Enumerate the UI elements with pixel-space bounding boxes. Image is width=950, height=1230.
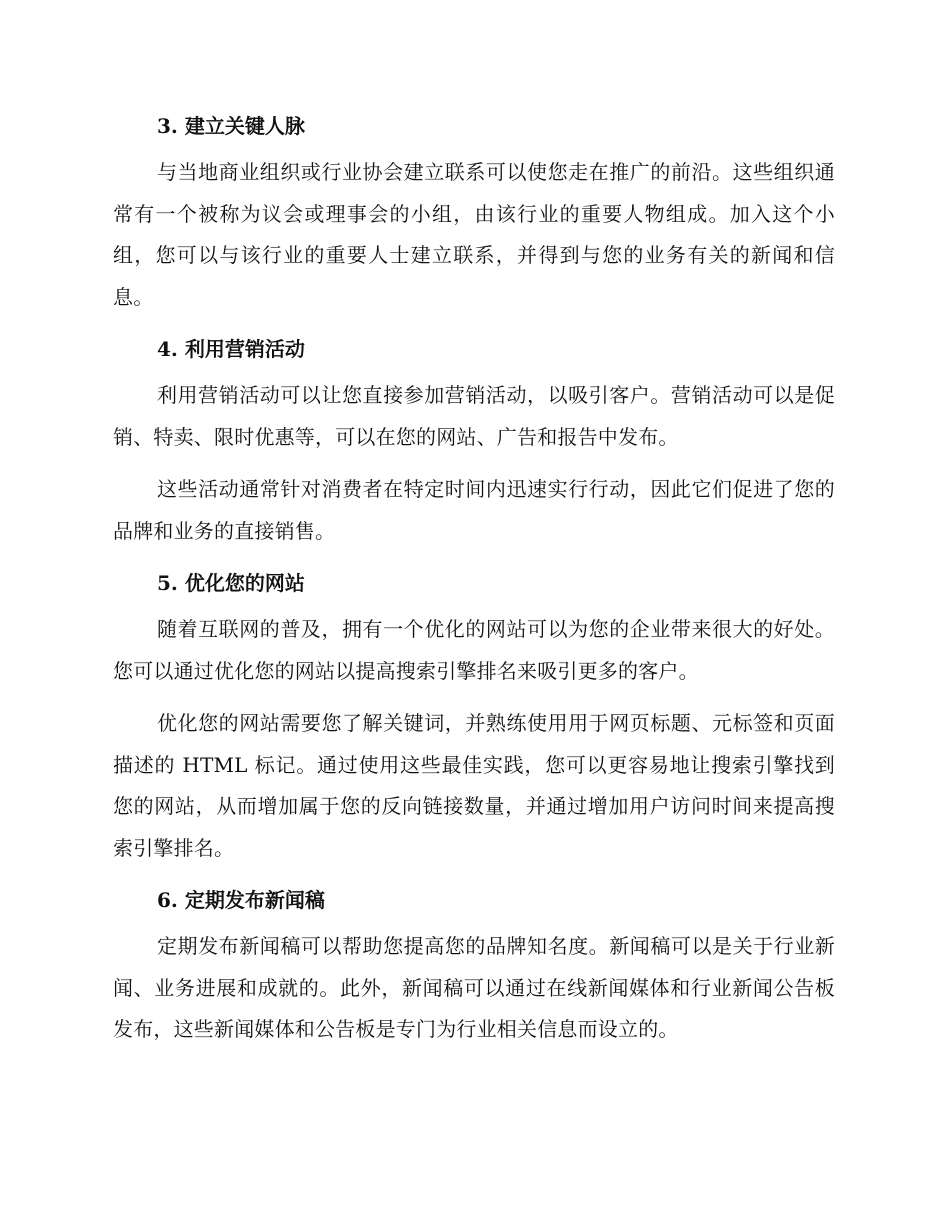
section-networking bbox=[113, 106, 835, 318]
paragraph: 定期发布新闻稿可以帮助您提高您的品牌知名度。新闻稿可以是关于行业新闻、业务进展和成就的。此外，新闻稿可以通过在线新闻媒体和行业新闻公告板发布，这些新闻媒体和公告板是专门为行业相关信息而设立的。 bbox=[113, 934, 835, 1041]
section-press-releases bbox=[113, 880, 835, 1051]
paragraph: 优化您的网站需要您了解关键词，并熟练使用用于网页标题、元标签和页面描述的 HTML 标记。通过使用这些最佳实践，您可以更容易地让搜索引擎找到您的网站，从而增加属于您的反向链接数量，并通过增加用户访问时间来提高搜索引擎排名。 bbox=[113, 711, 835, 860]
paragraph: 利用营销活动可以让您直接参加营销活动，以吸引客户。营销活动可以是促销、特卖、限时优惠等，可以在您的网站、广告和报告中发布。 bbox=[113, 383, 835, 449]
section-heading: 3. 建立关键人脉 bbox=[157, 114, 305, 138]
section-website-optimization bbox=[113, 563, 835, 869]
paragraph: 与当地商业组织或行业协会建立联系可以使您走在推广的前沿。这些组织通常有一个被称为议会或理事会的小组，由该行业的重要人物组成。加入这个小组，您可以与该行业的重要人士建立联系，并得到与您的业务有关的新闻和信息。 bbox=[113, 160, 835, 309]
document-page bbox=[113, 106, 835, 1062]
section-heading: 4. 利用营销活动 bbox=[157, 337, 305, 361]
section-heading: 6. 定期发布新闻稿 bbox=[157, 888, 325, 912]
paragraph: 随着互联网的普及，拥有一个优化的网站可以为您的企业带来很大的好处。您可以通过优化您的网站以提高搜索引擎排名来吸引更多的客户。 bbox=[113, 617, 835, 683]
section-marketing-activities bbox=[113, 329, 835, 552]
paragraph: 这些活动通常针对消费者在特定时间内迅速实行行动，因此它们促进了您的品牌和业务的直接销售。 bbox=[113, 477, 835, 543]
section-heading: 5. 优化您的网站 bbox=[157, 571, 305, 595]
